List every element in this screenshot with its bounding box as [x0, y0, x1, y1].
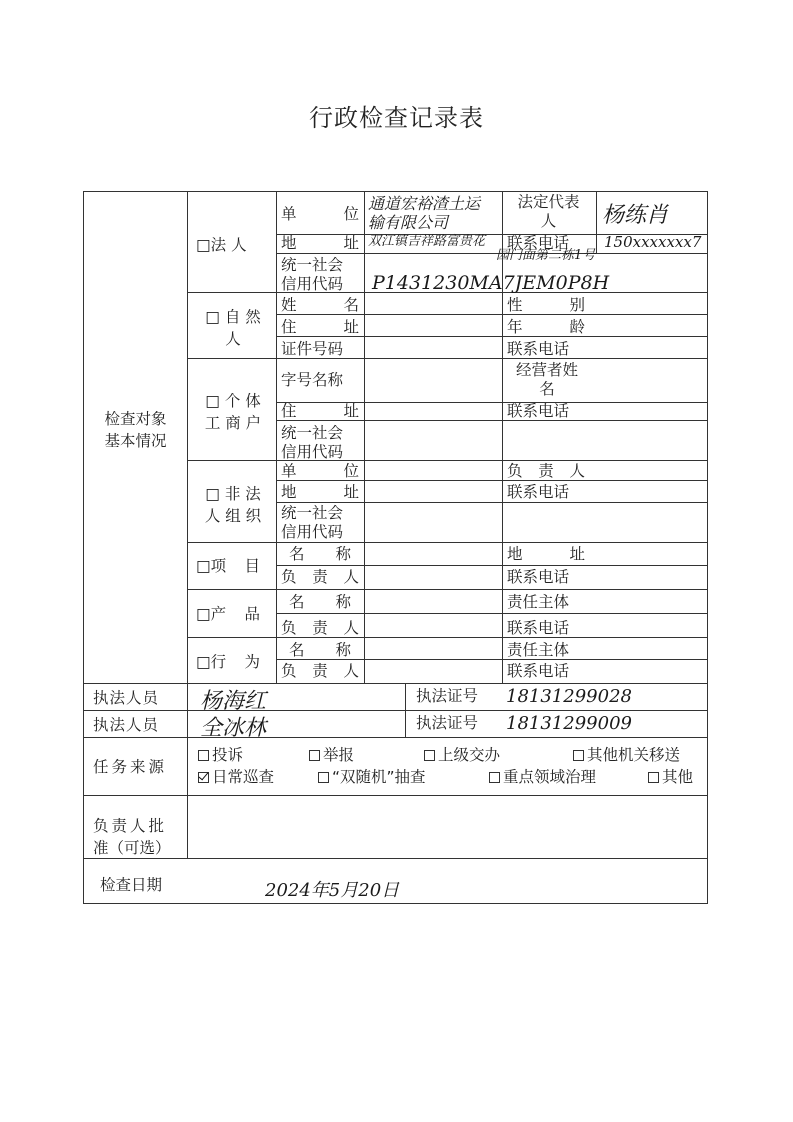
- phone-label: 联系电话: [507, 619, 570, 637]
- person-in-charge-label: 负 责 人: [281, 662, 359, 680]
- phone-label: 联系电话: [507, 568, 570, 586]
- legal-person-label: □法 人: [196, 236, 247, 254]
- age-label: 年 龄: [507, 318, 585, 336]
- grid-line: [276, 192, 277, 683]
- brand-name-label: 字号名称: [281, 371, 344, 389]
- address-value: 双江镇吉祥路富贵花 园门面第二栋1号: [368, 234, 596, 263]
- checkbox-icon: [424, 750, 435, 761]
- credit-code-label: 统一社会 信用代码: [281, 504, 344, 541]
- checkbox-icon: [573, 750, 584, 761]
- behavior-label: □行 为: [196, 653, 260, 671]
- grid-line: [364, 192, 365, 683]
- grid-line: [276, 314, 707, 315]
- phone-label: 联系电话: [507, 234, 570, 252]
- inspection-object-label: 检查对象 基本情况: [104, 410, 167, 450]
- grid-line: [276, 613, 707, 614]
- option-other-agency-transfer[interactable]: 其他机关移送: [573, 746, 680, 764]
- id-number-label: 证件号码: [281, 340, 344, 358]
- residence-label: 住 址: [281, 318, 359, 336]
- product-label: □产 品: [196, 605, 260, 623]
- grid-line: [187, 192, 188, 795]
- phone-label: 联系电话: [507, 483, 570, 501]
- cert-number-value: 18131299028: [506, 686, 632, 707]
- legal-rep-label: 法定代表 人: [517, 193, 580, 230]
- unit-label: 单 位: [281, 462, 359, 480]
- responsible-subject-label: 责任主体: [507, 641, 570, 659]
- phone-value: 150xxxxxxx7: [604, 233, 702, 251]
- project-label: □项 目: [196, 557, 260, 575]
- residence-label: 住 址: [281, 402, 359, 420]
- option-key-area-governance[interactable]: 重点领域治理: [489, 768, 596, 786]
- natural-person-label: □ 自 然 人: [205, 308, 261, 348]
- name-label: 名 称: [289, 641, 351, 659]
- grid-line: [276, 659, 707, 660]
- name-label: 姓 名: [281, 296, 359, 314]
- officer-name: 全冰林: [200, 716, 267, 741]
- name-label: 名 称: [289, 593, 351, 611]
- checkbox-checked-icon: [198, 772, 209, 783]
- option-daily-patrol[interactable]: 日常巡查: [198, 768, 274, 786]
- name-label: 名 称: [289, 545, 351, 563]
- grid-line: [405, 683, 406, 737]
- person-in-charge-label: 负 责 人: [281, 619, 359, 637]
- legal-rep-value: 杨练肖: [602, 203, 669, 228]
- cert-number-label: 执法证号: [416, 687, 479, 705]
- grid-line: [84, 710, 707, 711]
- grid-line: [276, 565, 707, 566]
- person-in-charge-label: 负 责 人: [507, 462, 585, 480]
- address-label: 地 址: [507, 545, 585, 563]
- unit-label: 单 位: [281, 205, 359, 223]
- cert-number-label: 执法证号: [416, 714, 479, 732]
- option-complaint[interactable]: 投诉: [198, 746, 243, 764]
- grid-line: [187, 542, 707, 543]
- operator-name-label: 经营者姓 名: [515, 361, 578, 398]
- officer-name: 杨海红: [200, 689, 267, 714]
- grid-line: [187, 795, 188, 858]
- non-legal-org-label: □ 非 法 人 组 织: [204, 485, 262, 525]
- grid-line: [84, 858, 707, 859]
- person-in-charge-label: 负 责 人: [281, 568, 359, 586]
- phone-label: 联系电话: [507, 340, 570, 358]
- credit-code-value: P1431230MA7JEM0P8H: [372, 272, 610, 294]
- checkbox-icon: [648, 772, 659, 783]
- grid-line: [84, 737, 707, 738]
- cert-number-value: 18131299009: [506, 713, 632, 734]
- inspection-date-value: 2024年5月20日: [265, 880, 400, 901]
- checkbox-icon: [198, 750, 209, 761]
- grid-line: [276, 420, 707, 421]
- gender-label: 性 别: [507, 296, 585, 314]
- grid-line: [84, 683, 707, 684]
- checkbox-icon: [489, 772, 500, 783]
- officer-label: 执法人员: [93, 689, 160, 707]
- address-label: 地 址: [281, 234, 359, 252]
- grid-line: [596, 192, 597, 253]
- inspection-record-table: [83, 191, 708, 904]
- responsible-subject-label: 责任主体: [507, 593, 570, 611]
- grid-line: [276, 336, 707, 337]
- grid-line: [187, 358, 707, 359]
- grid-line: [187, 637, 707, 638]
- phone-label: 联系电话: [507, 662, 570, 680]
- page-title: 行政检查记录表: [309, 104, 484, 132]
- inspection-date-label: 检查日期: [100, 876, 163, 894]
- individual-business-label: □ 个 体 工 商 户: [204, 392, 262, 432]
- approval-label: 负责人批 准（可选）: [93, 817, 171, 857]
- officer-label: 执法人员: [93, 716, 160, 734]
- option-superior-assigned[interactable]: 上级交办: [424, 746, 500, 764]
- credit-code-label: 统一社会 信用代码: [281, 256, 344, 293]
- grid-line: [187, 460, 707, 461]
- grid-line: [276, 502, 707, 503]
- credit-code-label: 统一社会 信用代码: [281, 424, 344, 461]
- phone-label: 联系电话: [507, 402, 570, 420]
- checkbox-icon: [309, 750, 320, 761]
- option-double-random-check[interactable]: “双随机”抽查: [318, 768, 426, 786]
- grid-line: [84, 795, 707, 796]
- grid-line: [276, 480, 707, 481]
- checkbox-icon: [318, 772, 329, 783]
- address-label: 地 址: [281, 483, 359, 501]
- option-report[interactable]: 举报: [309, 746, 354, 764]
- grid-line: [187, 589, 707, 590]
- grid-line: [502, 192, 503, 683]
- option-other[interactable]: 其他: [648, 768, 693, 786]
- task-source-label: 任务来源: [93, 758, 168, 776]
- unit-value: 通道宏裕渣土运 输有限公司: [368, 194, 481, 232]
